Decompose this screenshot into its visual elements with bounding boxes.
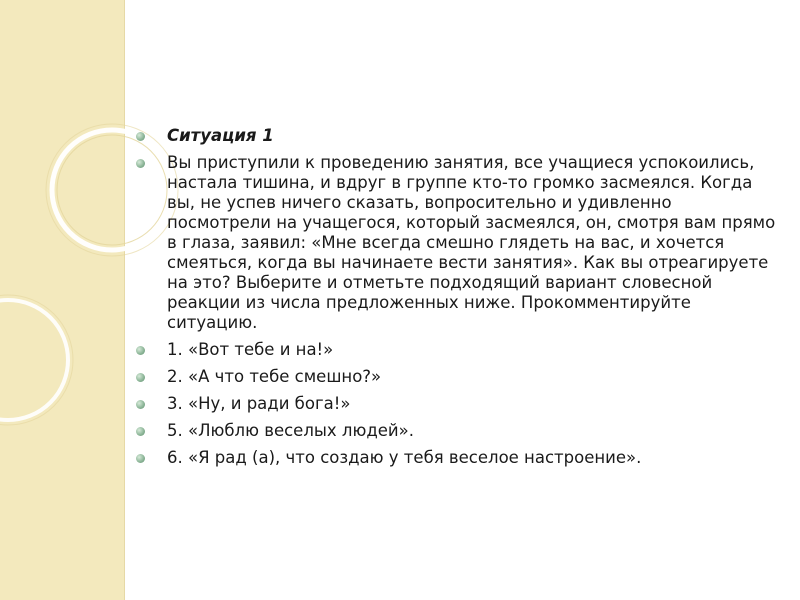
title-item: [136, 126, 776, 146]
situation-title: Ситуация 1: [167, 126, 274, 145]
bullet-icon: [136, 346, 145, 355]
option-text: 5. «Люблю веселых людей».: [167, 421, 414, 440]
bullet-icon: [136, 159, 145, 168]
option-text: 6. «Я рад (а), что создаю у тебя веселое настроение».: [167, 448, 642, 467]
option-item: [136, 448, 776, 468]
bullet-icon: [136, 454, 145, 463]
bullet-icon: [136, 427, 145, 436]
option-text: 2. «А что тебе смешно?»: [167, 367, 382, 386]
option-item: [136, 394, 776, 414]
option-item: [136, 367, 776, 387]
description-item: [136, 153, 776, 333]
bullet-icon: [136, 373, 145, 382]
decorative-side-band: [0, 0, 124, 600]
option-item: [136, 421, 776, 441]
situation-description: Вы приступили к проведению занятия, все учащиеся успокоились, настала тишина, и вдруг в группе кто-то громко засмеялся. Когда вы, не успев ничего сказать, вопросительно и удивленно посмотрели на учащегося, который засмеялся, он, смотря вам прямо в глаза, заявил: «Мне всегда смешно глядеть на вас, и хочется смеяться, когда вы начинаете вести занятия». Как вы отреагируете на это? Выберите и отметьте подходящий вариант словесной реакции из числа предложенных ниже. Прокомментируйте ситуацию.: [167, 153, 776, 332]
bullet-icon: [136, 400, 145, 409]
option-item: [136, 340, 776, 360]
bullet-icon: [136, 132, 145, 141]
option-text: 1. «Вот тебе и на!»: [167, 340, 334, 359]
bullet-list: [136, 126, 776, 468]
slide-content: [136, 126, 776, 475]
side-band-divider: [124, 0, 125, 600]
option-text: 3. «Ну, и ради бога!»: [167, 394, 351, 413]
